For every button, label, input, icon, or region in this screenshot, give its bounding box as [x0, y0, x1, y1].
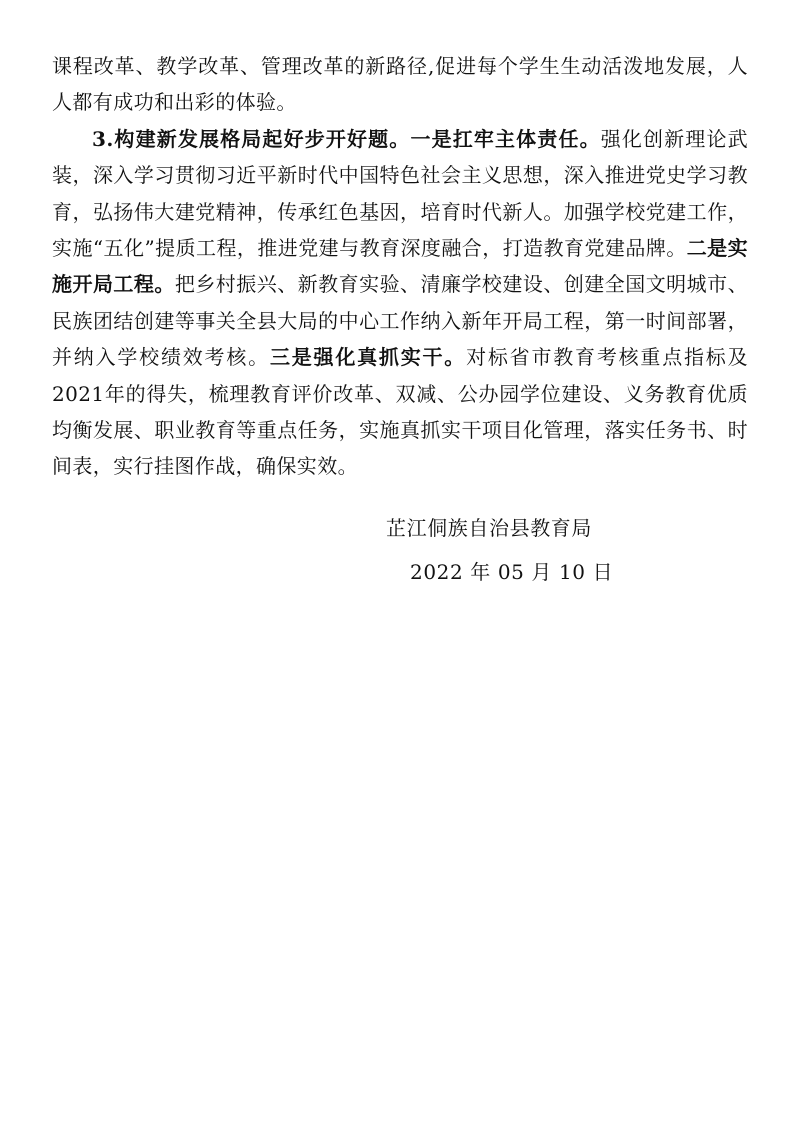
signature-block: [386, 508, 613, 592]
paragraph-continuation: [52, 48, 748, 121]
paragraph-section-3: [52, 121, 748, 485]
document-body: [52, 48, 748, 485]
signature-date: 2022 年 05 月 10 日: [410, 560, 614, 584]
item-1-title: 一是扛牢主体责任。: [410, 126, 601, 151]
item-2-title: 二是实施开局工程。: [52, 236, 749, 297]
item-2-text: 把乡村振兴、新教育实验、清廉学校建设、创建全国文明城市、民族团结创建等事关全县大局的中心工作纳入新年开局工程，第一时间部署，并纳入学校绩效考核。: [52, 272, 748, 370]
signature-organization: 芷江侗族自治县教育局: [386, 516, 592, 540]
paragraph-1-text: 课程改革、教学改革、管理改革的新路径,促进每个学生生动活泼地发展，人人都有成功和出彩的体验。: [52, 54, 748, 115]
item-3-text: 对标省市教育考核重点指标及2021年的得失，梳理教育评价改革、双减、公办园学位建设、义务教育优质均衡发展、职业教育等重点任务，实施真抓实干项目化管理，落实任务书、时间表，实行挂图作战，确保实效。: [52, 345, 748, 479]
section-3-heading: 3.构建新发展格局起好步开好题。: [92, 126, 411, 151]
item-1-text: 强化创新理论武装，深入学习贯彻习近平新时代中国特色社会主义思想，深入推进党史学习教育，弘扬伟大建党精神，传承红色基因，培育时代新人。加强学校党建工作，实施“五化”提质工程，推进党建与教育深度融合，打造教育党建品牌。: [52, 126, 748, 261]
item-3-title: 三是强化真抓实干。: [269, 345, 467, 370]
